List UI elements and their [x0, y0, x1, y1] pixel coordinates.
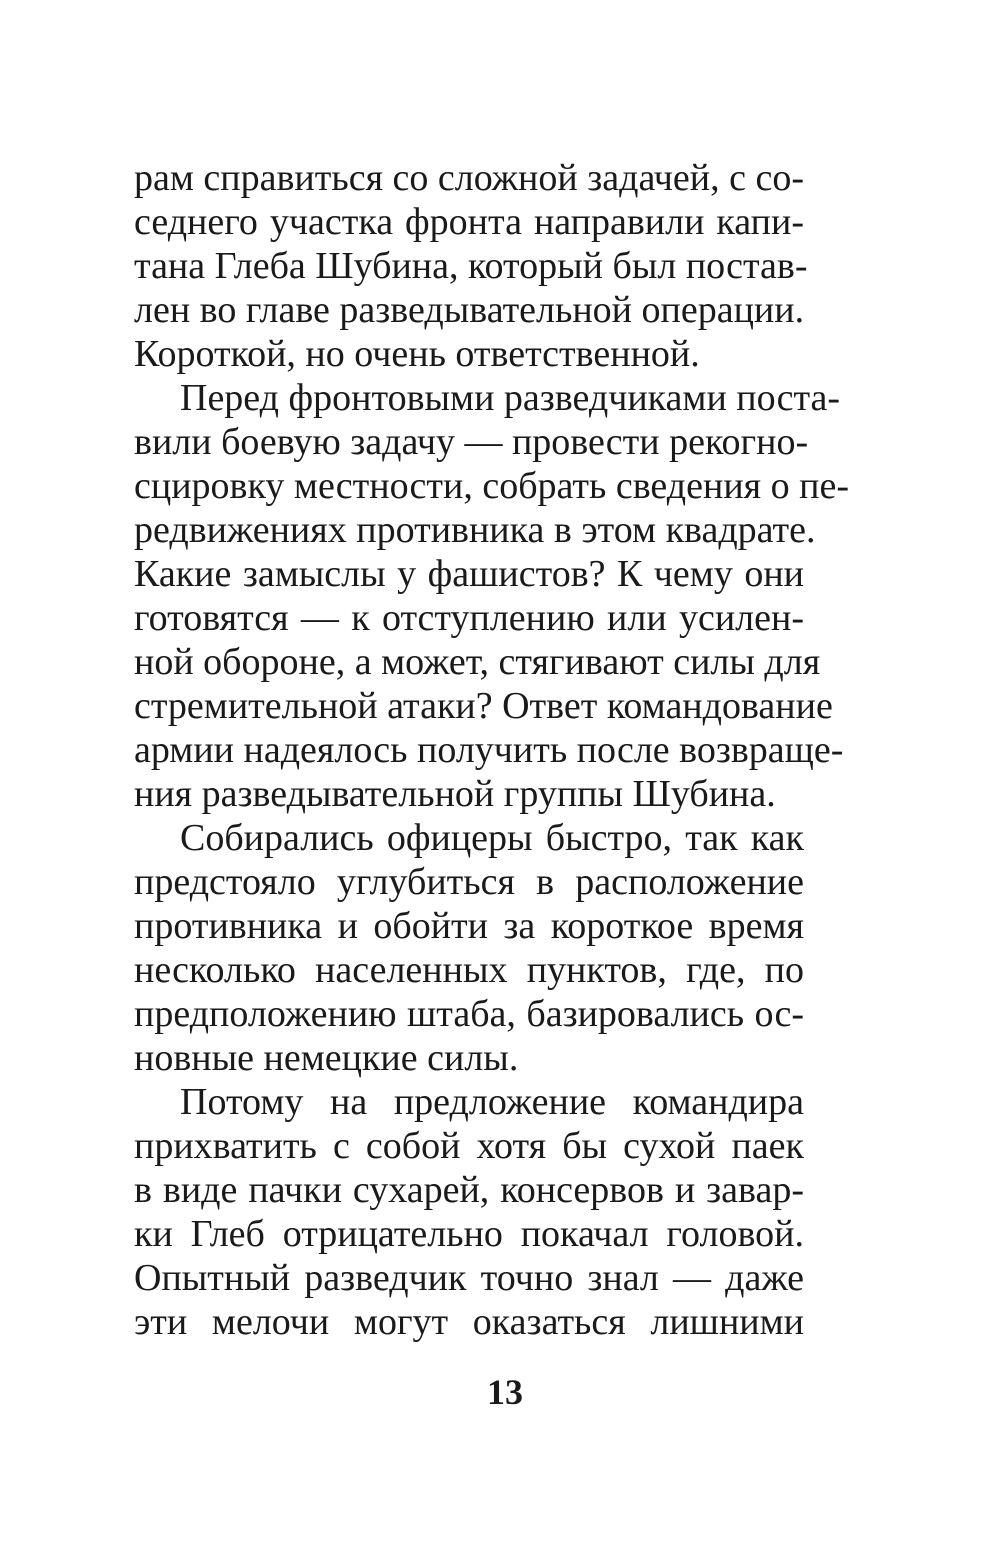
text-line: ния разведывательной группы Шубина.: [134, 773, 776, 815]
text-line: сцировку местности, собрать сведения о пе-: [134, 465, 850, 507]
text-line: несколько населенных пунктов, где, по: [134, 949, 804, 991]
text-line: Собирались офицеры быстро, так как: [180, 817, 804, 859]
text-line: в виде пачки сухарей, консервов и завар-: [134, 1169, 804, 1211]
text-line: готовятся — к отступлению или усилен-: [134, 597, 804, 639]
page-number: 13: [487, 1372, 523, 1412]
text-line: Короткой, но очень ответственной.: [134, 333, 700, 375]
text-line: Опытный разведчик точно знал — даже: [134, 1257, 804, 1299]
text-line: тана Глеба Шубина, который был постав-: [134, 245, 808, 287]
text-line: вили боевую задачу — провести рекогно-: [134, 421, 809, 463]
text-line: предстояло углубиться в расположение: [134, 861, 804, 903]
text-line: Перед фронтовыми разведчиками поста-: [180, 377, 841, 419]
text-line: новные немецкие силы.: [134, 1037, 519, 1079]
text-line: ки Глеб отрицательно покачал головой.: [134, 1213, 804, 1255]
text-line: рам справиться со сложной задачей, с со-: [134, 157, 804, 199]
text-line: стремительной атаки? Ответ командование: [134, 685, 833, 727]
text-line: противника и обойти за короткое время: [134, 905, 804, 947]
text-line: прихватить с собой хотя бы сухой паек: [134, 1125, 804, 1167]
text-line: седнего участка фронта направили капи-: [134, 201, 804, 243]
text-line: Потому на предложение командира: [180, 1081, 804, 1123]
text-line: предположению штаба, базировались ос-: [134, 993, 804, 1035]
text-line: Какие замыслы у фашистов? К чему они: [134, 553, 804, 595]
text-line: лен во главе разведывательной операции.: [134, 289, 805, 331]
text-line: эти мелочи могут оказаться лишними: [134, 1301, 804, 1343]
text-line: ной обороне, а может, стягивают силы для: [134, 641, 821, 683]
text-line: армии надеялось получить после возвраще-: [134, 729, 844, 771]
text-line: редвижениях противника в этом квадрате.: [134, 509, 816, 551]
